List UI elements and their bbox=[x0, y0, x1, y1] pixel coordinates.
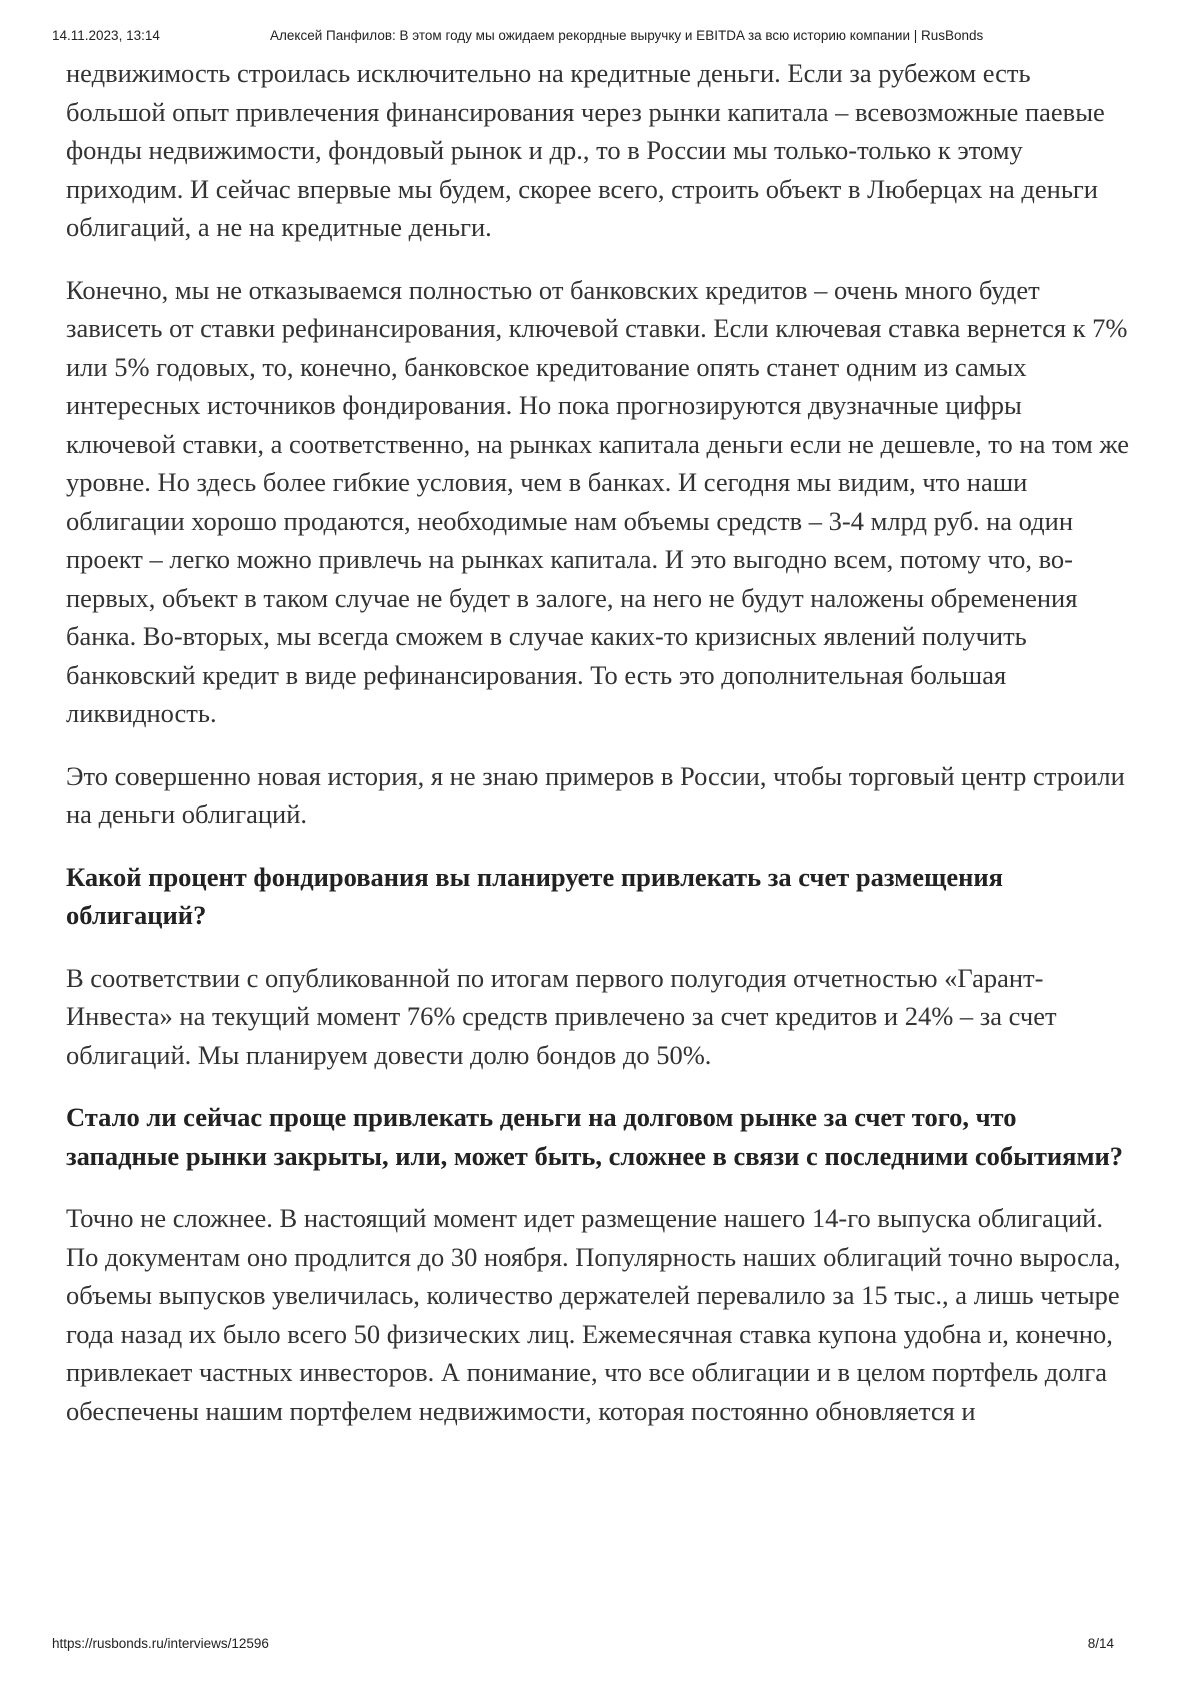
print-url: https://rusbonds.ru/interviews/12596 bbox=[52, 1636, 269, 1651]
article-body bbox=[66, 54, 1136, 1454]
interview-question: Какой процент фондирования вы планируете привлекать за счет размещения облигаций? bbox=[66, 861, 1003, 930]
article-paragraph: В соответствии с опубликованной по итогам первого полугодия отчетностью «Гарант-Инвеста» на текущий момент 76% средств привлечено за счет кредитов и 24% – за счет облигаций. Мы планируем довести долю бондов до 50%. bbox=[66, 962, 1057, 1070]
print-page-title: Алексей Панфилов: В этом году мы ожидаем рекордные выручку и EBITDA за всю историю компании | RusBonds bbox=[270, 28, 984, 43]
print-datetime: 14.11.2023, 13:14 bbox=[52, 28, 160, 43]
article-paragraph: Это совершенно новая история, я не знаю примеров в России, чтобы торговый центр строили на деньги облигаций. bbox=[66, 760, 1125, 829]
print-footer bbox=[52, 1636, 1114, 1658]
print-header bbox=[52, 28, 1114, 50]
interview-question: Стало ли сейчас проще привлекать деньги на долговом рынке за счет того, что западные рынки закрыты, или, может быть, сложнее в связи с последними событиями? bbox=[66, 1102, 1124, 1171]
page-number: 8/14 bbox=[1087, 1636, 1114, 1651]
article-paragraph: недвижимость строилась исключительно на кредитные деньги. Если за рубежом есть большой опыт привлечения финансирования через рынки капитала – всевозможные паевые фонды недвижимости, фондовый рынок и др., то в России мы только-только к этому приходим. И сейчас впервые мы будем, скорее всего, строить объект в Люберцах на деньги облигаций, а не на кредитные деньги. bbox=[66, 58, 1105, 242]
article-paragraph: Точно не сложнее. В настоящий момент идет размещение нашего 14-го выпуска облигаций. По документам оно продлится до 30 ноября. Популярность наших облигаций точно выросла, объемы выпусков увеличилась, количество держателей перевалило за 15 тыс., а лишь четыре года назад их было всего 50 физических лиц. Ежемесячная ставка купона удобна и, конечно, привлекает частных инвесторов. А понимание, что все облигации и в целом портфель долга обеспечены нашим портфелем недвижимости, которая постоянно обновляется и bbox=[66, 1203, 1121, 1426]
article-paragraph: Конечно, мы не отказываемся полностью от банковских кредитов – очень много будет зависеть от ставки рефинансирования, ключевой ставки. Если ключевая ставка вернется к 7% или 5% годовых, то, конечно, банковское кредитование опять станет одним из самых интересных источников фондирования. Но пока прогнозируются двузначные цифры ключевой ставки, а соответственно, на рынках капитала деньги если не дешевле, то на том же уровне. Но здесь более гибкие условия, чем в банках. И сегодня мы видим, что наши облигации хорошо продаются, необходимые нам объемы средств – 3-4 млрд руб. на один проект – легко можно привлечь на рынках капитала. И это выгодно всем, потому что, во-первых, объект в таком случае не будет в залоге, на него не будут наложены обременения банка. Во-вторых, мы всегда сможем в случае каких-то кризисных явлений получить банковский кредит в виде рефинансирования. То есть это дополнительная большая ликвидность. bbox=[66, 274, 1130, 728]
